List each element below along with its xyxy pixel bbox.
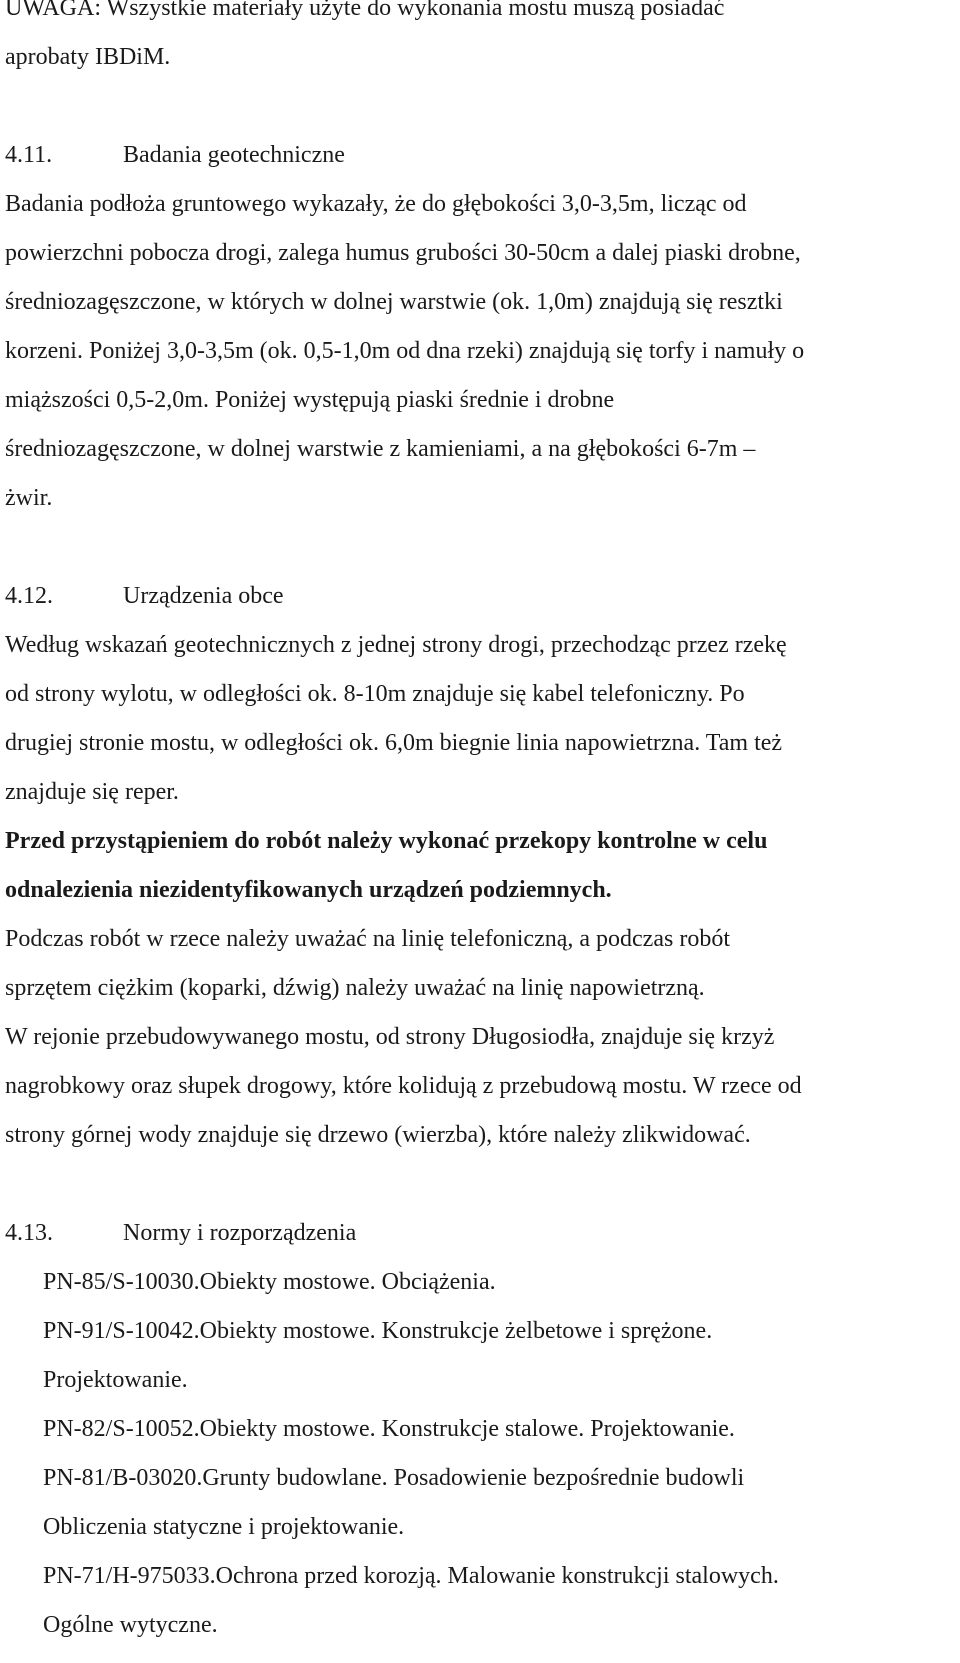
section-412-line-2: od strony wylotu, w odległości ok. 8-10m znajduje się kabel telefoniczny. Po <box>5 681 745 707</box>
section-412-after-line-5: strony górnej wody znajduje się drzewo (wierzba), które należy zlikwidować. <box>5 1122 751 1148</box>
standard-line-5: PN-81/B-03020.Grunty budowlane. Posadowienie bezpośrednie budowli <box>43 1465 745 1491</box>
section-411-line-5: miąższości 0,5-2,0m. Poniżej występują piaski średnie i drobne <box>5 387 615 413</box>
section-412-after-line-4: nagrobkowy oraz słupek drogowy, które kolidują z przebudową mostu. W rzece od <box>5 1073 802 1099</box>
standard-line-4: PN-82/S-10052.Obiekty mostowe. Konstrukcje stalowe. Projektowanie. <box>43 1416 735 1442</box>
section-413-heading <box>5 1209 940 1258</box>
standard-line-6: Obliczenia statyczne i projektowanie. <box>43 1514 405 1540</box>
standard-line-7: PN-71/H-975033.Ochrona przed korozją. Malowanie konstrukcji stalowych. <box>43 1563 779 1589</box>
section-411-title: Badania geotechniczne <box>123 142 345 168</box>
section-412-after-line-1: Podczas robót w rzece należy uważać na linię telefoniczną, a podczas robót <box>5 926 730 952</box>
standard-line-8: Ogólne wytyczne. <box>43 1612 218 1638</box>
standard-line-2: PN-91/S-10042.Obiekty mostowe. Konstrukcje żelbetowe i sprężone. <box>43 1318 713 1344</box>
section-411-number: 4.11. <box>5 142 53 168</box>
warning-line-1: UWAGA: Wszystkie materiały użyte do wykonania mostu muszą posiadać <box>5 0 725 21</box>
section-411-line-2: powierzchni pobocza drogi, zalega humus grubości 30-50cm a dalej piaski drobne, <box>5 240 801 266</box>
section-411-line-3: średniozagęszczone, w których w dolnej warstwie (ok. 1,0m) znajdują się resztki <box>5 289 783 315</box>
document-page <box>5 0 940 1650</box>
section-411-heading <box>5 131 940 180</box>
warning-line-2: aprobaty IBDiM. <box>5 44 171 70</box>
section-412-heading <box>5 572 940 621</box>
section-412-after-line-2: sprzętem ciężkim (koparki, dźwig) należy uważać na linię napowietrzną. <box>5 975 705 1001</box>
section-411-line-7: żwir. <box>5 485 53 511</box>
standard-line-3: Projektowanie. <box>43 1367 188 1393</box>
section-413-number: 4.13. <box>5 1220 53 1246</box>
spacer <box>5 523 940 572</box>
spacer <box>5 82 940 131</box>
section-412-line-3: drugiej stronie mostu, w odległości ok. 6,0m biegnie linia napowietrzna. Tam też <box>5 730 783 756</box>
section-412-bold-line-1: Przed przystąpieniem do robót należy wykonać przekopy kontrolne w celu <box>5 828 768 854</box>
section-411-line-4: korzeni. Poniżej 3,0-3,5m (ok. 0,5-1,0m od dna rzeki) znajdują się torfy i namuły o <box>5 338 805 364</box>
section-412-number: 4.12. <box>5 583 53 609</box>
section-411-line-1: Badania podłoża gruntowego wykazały, że do głębokości 3,0-3,5m, licząc od <box>5 191 747 217</box>
spacer <box>5 1160 940 1209</box>
section-412-title: Urządzenia obce <box>123 583 284 609</box>
section-412-after-line-3: W rejonie przebudowywanego mostu, od strony Długosiodła, znajduje się krzyż <box>5 1024 775 1050</box>
section-412-line-1: Według wskazań geotechnicznych z jednej strony drogi, przechodząc przez rzekę <box>5 632 787 658</box>
section-412-line-4: znajduje się reper. <box>5 779 179 805</box>
section-411-line-6: średniozagęszczone, w dolnej warstwie z kamieniami, a na głębokości 6-7m – <box>5 436 756 462</box>
standard-line-1: PN-85/S-10030.Obiekty mostowe. Obciążenia. <box>43 1269 496 1295</box>
section-413-title: Normy i rozporządzenia <box>123 1220 357 1246</box>
section-412-bold-line-2: odnalezienia niezidentyfikowanych urządzeń podziemnych. <box>5 877 612 903</box>
